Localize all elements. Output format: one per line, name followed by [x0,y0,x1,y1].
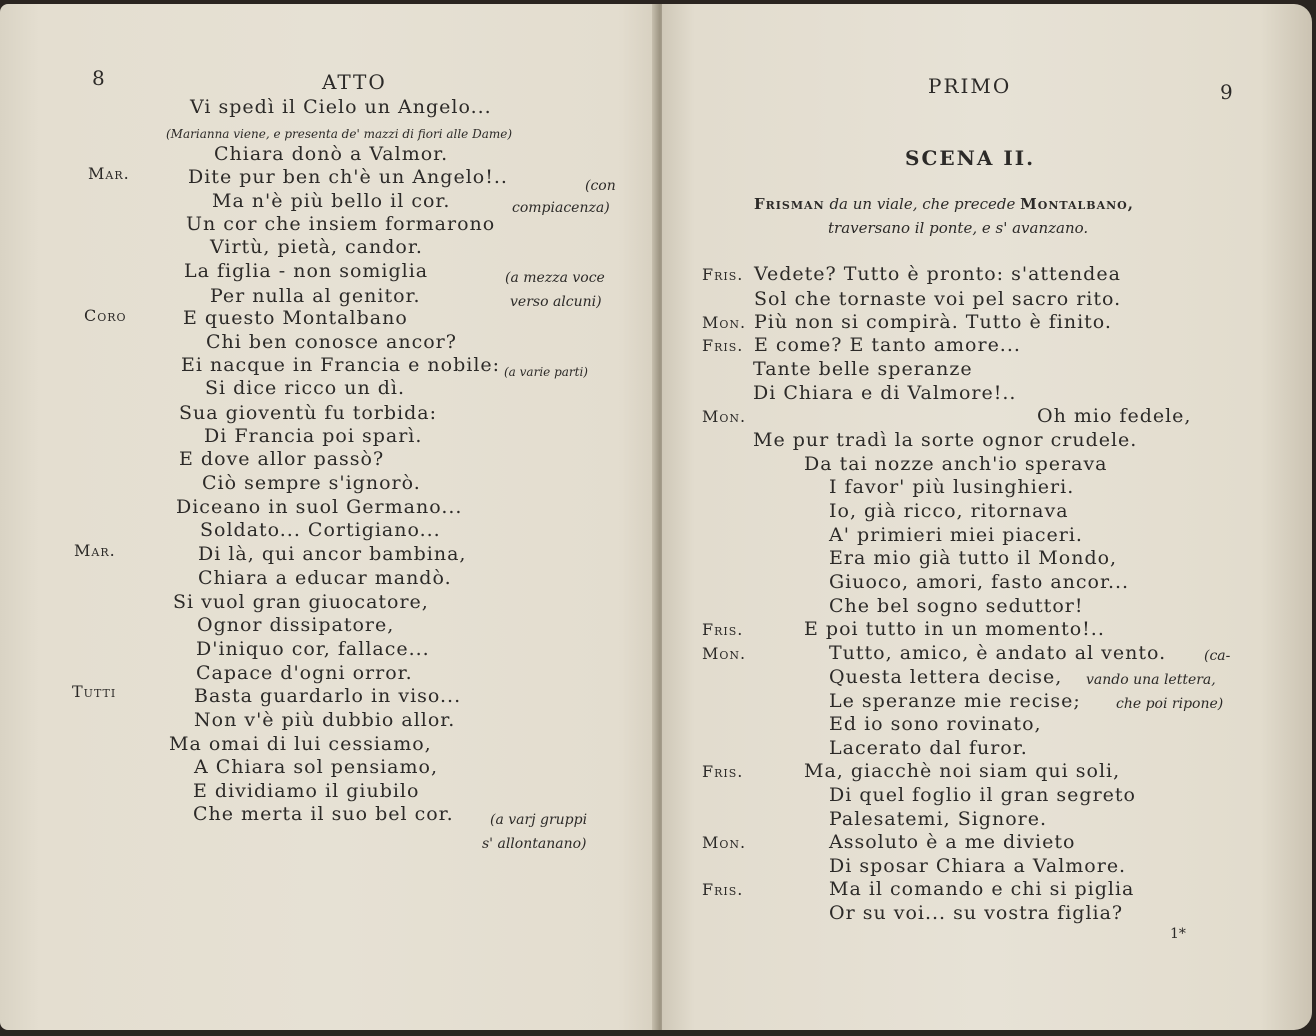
stage-direction: s' allontanano) [482,836,587,852]
verse-line: Chiara donò a Valmor. [214,143,449,165]
speaker-label: Fris. [702,620,744,639]
speaker-label: Tutti [72,682,117,701]
speaker-label: Mar. [74,541,116,560]
running-header: ATTO [322,70,387,94]
left-page [0,4,658,1030]
stage-direction: (a varie parti) [504,365,588,379]
verse-line: E poi tutto in un momento!.. [804,618,1105,640]
scene-stage-direction [754,192,1134,216]
verse-line: Ciò sempre s'ignorò. [202,472,421,494]
speaker-label: Fris. [702,762,744,781]
verse-line: Ma omai di lui cessiamo, [169,733,432,755]
verse-line: Per nulla al genitor. [210,285,421,307]
verse-line: Basta guardarlo in viso... [194,685,462,707]
verse-line: A Chiara sol pensiamo, [194,756,438,778]
verse-line: Chiara a educar mandò. [198,567,452,589]
speaker-label: Fris. [702,336,744,355]
verse-line: E dividiamo il giubilo [193,780,420,802]
verse-line: E come? E tanto amore... [754,334,1021,356]
speaker-label: Mon. [702,833,747,852]
verse-line: Dite pur ben ch'è un Angelo!.. [188,166,508,188]
verse-line: Tutto, amico, è andato al vento. [829,642,1167,664]
verse-line: Sol che tornaste voi pel sacro rito. [754,288,1122,310]
verse-line: Chi ben conosce ancor? [206,331,457,353]
verse-line: Vi spedì il Cielo un Angelo... [190,96,492,118]
stage-direction: vando una lettera, [1086,672,1216,688]
verse-line: D'iniquo cor, fallace... [196,638,430,660]
verse-line: Assoluto è a me divieto [829,831,1076,853]
verse-line: Ed io sono rovinato, [829,713,1042,735]
verse-line: E dove allor passò? [179,448,385,470]
stage-direction: (a varj gruppi [490,812,588,828]
stage-direction: traversano il ponte, e s' avanzano. [828,219,1089,237]
stage-direction: verso alcuni) [510,294,602,310]
running-header: PRIMO [928,74,1012,98]
verse-line: Non v'è più dubbio allor. [194,709,456,731]
verse-line: Di quel foglio il gran segreto [829,784,1136,806]
character-name: Montalbano, [1020,195,1134,213]
verse-line: Che merta il suo bel cor. [193,803,454,825]
verse-line: Di Chiara e di Valmore!.. [753,382,1017,404]
speaker-label: Coro [84,306,127,325]
verse-line: La figlia - non somiglia [184,260,429,282]
stage-direction-text: da un viale, che precede [829,195,1016,213]
verse-line: Che bel sogno seduttor! [829,595,1084,617]
verse-line: Io, già ricco, ritornava [829,500,1069,522]
scene-title: SCENA II. [905,146,1036,170]
verse-line: Soldato... Cortigiano... [200,519,441,541]
stage-direction: (a mezza voce [505,270,605,286]
verse-line: Da tai nozze anch'io sperava [804,453,1108,475]
verse-line: Ognor dissipatore, [197,614,395,636]
speaker-label: Mon. [702,313,747,332]
verse-line: Ma il comando e chi si piglia [829,878,1135,900]
signature-mark: 1* [1170,926,1186,942]
verse-line: A' primieri miei piaceri. [829,524,1083,546]
verse-line: Or su voi... su vostra figlia? [829,902,1124,924]
verse-line: E questo Montalbano [183,307,408,329]
speaker-label: Mon. [702,407,747,426]
page-number: 8 [92,66,105,90]
verse-line: Palesatemi, Signore. [829,808,1048,830]
stage-direction: compiacenza) [512,200,610,216]
verse-line: Giuoco, amori, fasto ancor... [829,571,1130,593]
speaker-label: Mon. [702,644,747,663]
verse-line: Diceano in suol Germano... [176,496,463,518]
verse-line: Ei nacque in Francia e nobile: [181,354,501,376]
stage-direction: (ca- [1204,648,1231,664]
verse-line: Più non si compirà. Tutto è finito. [754,311,1112,333]
verse-line: Di sposar Chiara a Valmore. [829,855,1127,877]
verse-line: Sua gioventù fu torbida: [179,402,438,424]
character-name: Frisman [754,195,825,213]
verse-line: Questa lettera decise, [829,666,1063,688]
verse-line: Un cor che insiem formarono [186,213,496,235]
verse-line: Le speranze mie recise; [829,690,1081,712]
stage-direction: (con [585,178,616,194]
verse-line: Oh mio fedele, [1037,405,1192,427]
verse-line: Vedete? Tutto è pronto: s'attendea [754,263,1121,285]
verse-line: Ma n'è più bello il cor. [212,190,451,212]
verse-line: Tante belle speranze [753,358,973,380]
speaker-label: Fris. [702,265,744,284]
verse-line: Si dice ricco un dì. [205,377,406,399]
verse-line: Me pur tradì la sorte ognor crudele. [753,429,1138,451]
verse-line: Era mio già tutto il Mondo, [829,547,1118,569]
verse-line: Lacerato dal furor. [829,737,1028,759]
verse-line: Di Francia poi sparì. [204,425,423,447]
right-page [662,4,1312,1030]
verse-line: I favor' più lusinghieri. [829,476,1075,498]
verse-line: Capace d'ogni orror. [196,662,413,684]
page-number: 9 [1220,80,1233,104]
verse-line: Si vuol gran giuocatore, [173,591,429,613]
verse-line: Virtù, pietà, candor. [210,236,423,258]
stage-direction: che poi ripone) [1116,696,1224,712]
verse-line: Di là, qui ancor bambina, [198,543,467,565]
speaker-label: Fris. [702,880,744,899]
stage-direction: (Marianna viene, e presenta de' mazzi di fiori alle Dame) [166,127,513,141]
verse-line: Ma, giacchè noi siam qui soli, [804,760,1121,782]
speaker-label: Mar. [88,164,130,183]
